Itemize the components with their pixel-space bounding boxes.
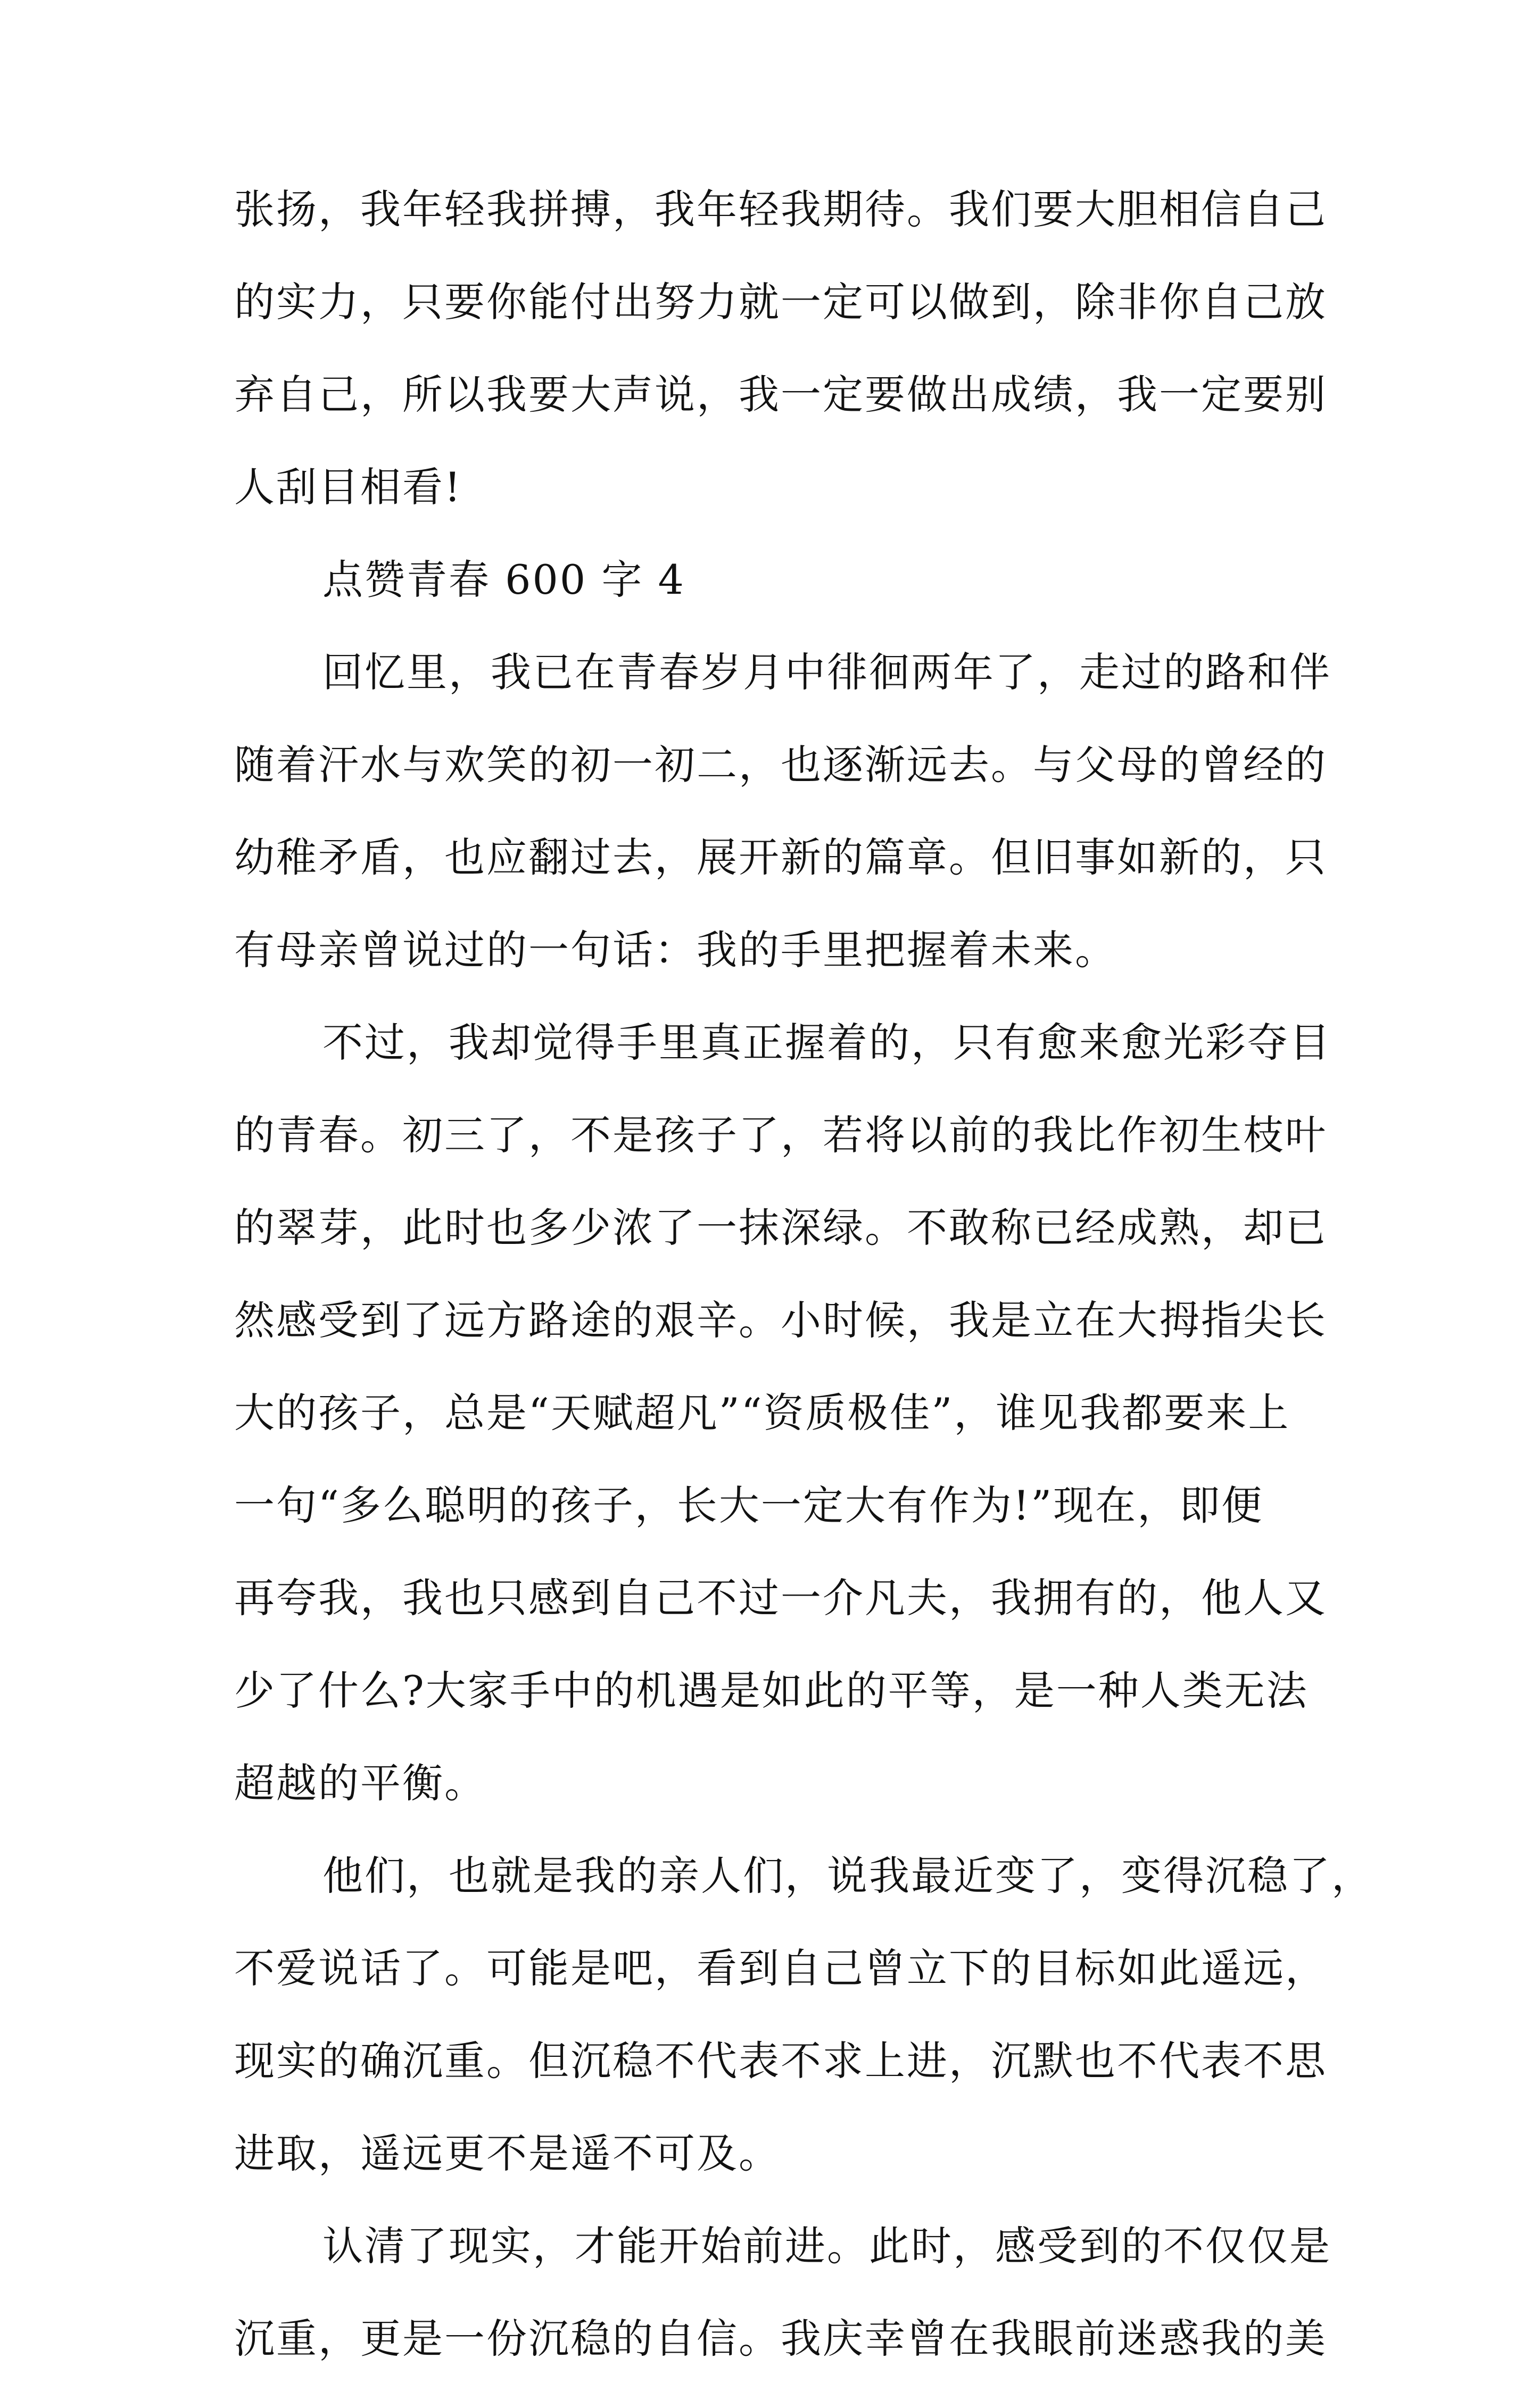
- text-line: 张扬，我年轻我拼搏，我年轻我期待。我们要大胆相信自己: [234, 186, 1327, 233]
- text-line: 现实的确沉重。但沉稳不代表不求上进，沉默也不代表不思: [234, 2037, 1327, 2085]
- text-line: 人刮目相看!: [234, 463, 462, 511]
- text-line: 随着汗水与欢笑的初一初二，也逐渐远去。与父母的曾经的: [234, 741, 1327, 788]
- paragraph-start-line: 认清了现实，才能开始前进。此时，感受到的不仅仅是: [322, 2222, 1331, 2270]
- text-line: 幼稚矛盾，也应翻过去，展开新的篇章。但旧事如新的，只: [234, 834, 1327, 881]
- text-line: 的青春。初三了，不是孩子了，若将以前的我比作初生枝叶: [234, 1111, 1327, 1159]
- essay-text: [234, 186, 1373, 2408]
- text-line: 然感受到了远方路途的艰辛。小时候，我是立在大拇指尖长: [234, 1297, 1327, 1344]
- text-line: 弃自己，所以我要大声说，我一定要做出成绩，我一定要别: [234, 371, 1327, 418]
- text-line: 少了什么?大家手中的机遇是如此的平等，是一种人类无法: [234, 1667, 1309, 1714]
- text-line: 不爱说话了。可能是吧，看到自己曾立下的目标如此遥远，: [234, 1945, 1327, 1992]
- text-line: 大的孩子，总是“天赋超凡”“资质极佳”，谁见我都要来上: [234, 1389, 1290, 1437]
- text-line: 的翠芽，此时也多少浓了一抹深绿。不敢称已经成熟，却已: [234, 1204, 1327, 1251]
- text-line: 沉重，更是一份沉稳的自信。我庆幸曾在我眼前迷惑我的美: [234, 2315, 1327, 2362]
- paragraph-start-line: 回忆里，我已在青春岁月中徘徊两年了，走过的路和伴: [322, 649, 1331, 696]
- text-line: 超越的平衡。: [234, 1759, 486, 1807]
- paragraph-start-line: 不过，我却觉得手里真正握着的，只有愈来愈光彩夺目: [322, 1019, 1331, 1066]
- text-line: 的实力，只要你能付出努力就一定可以做到，除非你自己放: [234, 278, 1327, 326]
- paragraph-start-line: 他们，也就是我的亲人们，说我最近变了，变得沉稳了，: [322, 1852, 1373, 1899]
- text-line: 再夸我，我也只感到自己不过一介凡夫，我拥有的，他人又: [234, 1574, 1327, 1622]
- text-line: 有母亲曾说过的一句话：我的手里把握着未来。: [234, 926, 1117, 974]
- section-heading: 点赞青春 600 字 4: [322, 556, 685, 603]
- text-line: 进取，遥远更不是遥不可及。: [234, 2130, 781, 2177]
- text-line: 一句“多么聪明的孩子，长大一定大有作为!”现在，即便: [234, 1482, 1264, 1529]
